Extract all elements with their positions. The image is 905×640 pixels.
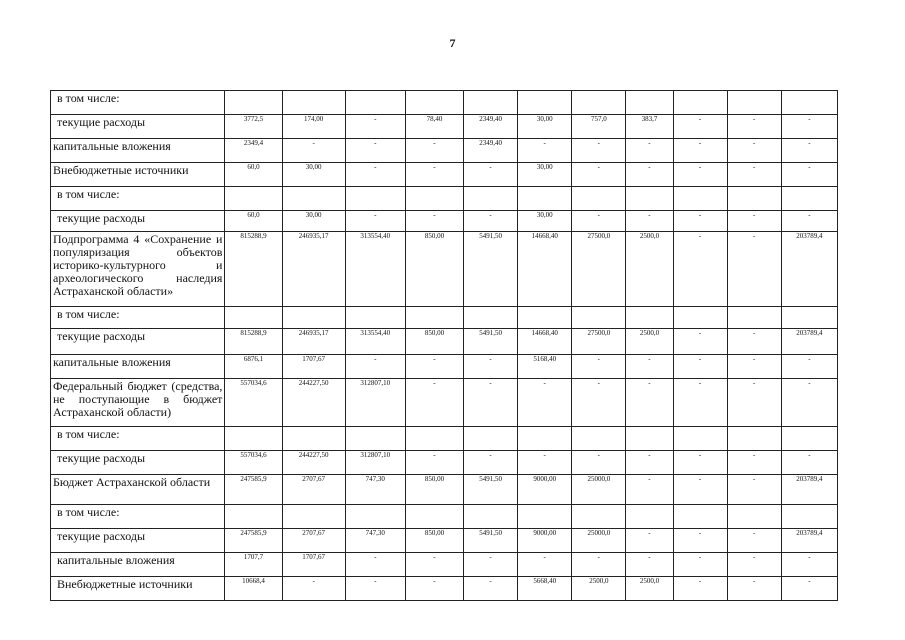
table-cell (405, 187, 463, 211)
table-cell (673, 187, 727, 211)
table-cell: 3772,5 (225, 115, 282, 139)
table-row (51, 139, 838, 163)
row-label: текущие расходы (51, 329, 225, 355)
table-cell: - (781, 355, 837, 379)
table-cell: 2349,40 (464, 139, 518, 163)
row-label: текущие расходы (51, 451, 225, 475)
table-cell: 78,40 (405, 115, 463, 139)
table-cell: - (673, 451, 727, 475)
table-row (51, 553, 838, 577)
table-cell: 27500,0 (572, 232, 626, 307)
table-cell: - (518, 379, 572, 427)
table-cell (626, 91, 673, 115)
table-cell (781, 91, 837, 115)
table-cell: 30,00 (282, 211, 345, 232)
table-cell: - (673, 232, 727, 307)
table-cell (518, 307, 572, 329)
table-cell: 30,00 (282, 163, 345, 187)
table-cell (673, 427, 727, 451)
table-cell (572, 91, 626, 115)
table-cell: - (626, 475, 673, 505)
table-row (51, 451, 838, 475)
table-cell: 60,0 (225, 163, 282, 187)
table-cell (405, 91, 463, 115)
table-cell: - (781, 115, 837, 139)
table-row (51, 163, 838, 187)
table-cell: 1707,67 (282, 553, 345, 577)
table-cell: 244227,50 (282, 451, 345, 475)
table-cell: - (781, 211, 837, 232)
table-cell (727, 505, 781, 529)
row-label: в том числе: (51, 307, 225, 329)
table-cell: 850,00 (405, 329, 463, 355)
table-cell (626, 307, 673, 329)
table-cell (518, 505, 572, 529)
table-cell (518, 91, 572, 115)
table-row (51, 427, 838, 451)
table-cell: - (464, 553, 518, 577)
table-row (51, 232, 838, 307)
table-cell: - (345, 115, 405, 139)
table-cell (225, 187, 282, 211)
table-cell: - (518, 451, 572, 475)
table-cell: 246935,17 (282, 329, 345, 355)
table-cell (464, 505, 518, 529)
table-row (51, 577, 838, 601)
table-cell (518, 187, 572, 211)
table-cell: 25000,0 (572, 475, 626, 505)
table-cell: 313554,40 (345, 232, 405, 307)
table-cell (572, 307, 626, 329)
table-row (51, 187, 838, 211)
table-cell: 60,0 (225, 211, 282, 232)
table-cell: - (727, 232, 781, 307)
table-cell: - (518, 553, 572, 577)
table-cell: 850,00 (405, 475, 463, 505)
table-row (51, 505, 838, 529)
table-cell: 312807,10 (345, 379, 405, 427)
table-cell: - (673, 577, 727, 601)
table-cell (405, 307, 463, 329)
table-cell: 313554,40 (345, 329, 405, 355)
table-row (51, 329, 838, 355)
table-cell: - (572, 163, 626, 187)
table-cell (572, 187, 626, 211)
row-label: капитальные вложения (51, 139, 225, 163)
table-cell: - (572, 355, 626, 379)
table-cell (781, 187, 837, 211)
table-cell (626, 505, 673, 529)
table-cell (225, 505, 282, 529)
table-row (51, 307, 838, 329)
table-cell: - (464, 379, 518, 427)
table-cell (673, 505, 727, 529)
table-cell: 5491,50 (464, 329, 518, 355)
row-label: текущие расходы (51, 211, 225, 232)
table-cell (626, 427, 673, 451)
table-cell: 203789,4 (781, 329, 837, 355)
table-cell (727, 187, 781, 211)
table-cell: - (405, 139, 463, 163)
table-cell: - (626, 211, 673, 232)
table-cell: 747,30 (345, 475, 405, 505)
table-cell: 5668,40 (518, 577, 572, 601)
table-cell: 30,00 (518, 163, 572, 187)
table-cell: 815288,9 (225, 329, 282, 355)
table-cell: - (282, 577, 345, 601)
table-cell: - (345, 163, 405, 187)
table-cell (464, 187, 518, 211)
table-cell: 9000,00 (518, 475, 572, 505)
table-cell (282, 91, 345, 115)
table-cell (626, 187, 673, 211)
table-row (51, 379, 838, 427)
table-cell (464, 307, 518, 329)
table-cell: 2707,67 (282, 475, 345, 505)
table-cell: - (727, 451, 781, 475)
row-label: Внебюджетные источники (51, 577, 225, 601)
table-cell: - (781, 139, 837, 163)
table-cell: 203789,4 (781, 529, 837, 553)
table-cell: 2707,67 (282, 529, 345, 553)
table-cell: 25000,0 (572, 529, 626, 553)
table-cell: - (727, 355, 781, 379)
table-cell: 557034,6 (225, 451, 282, 475)
table-cell (345, 427, 405, 451)
table-cell (572, 505, 626, 529)
table-cell: - (727, 139, 781, 163)
row-label: в том числе: (51, 427, 225, 451)
table-cell: - (727, 577, 781, 601)
table-cell: - (282, 139, 345, 163)
table-cell (282, 187, 345, 211)
table-cell (225, 91, 282, 115)
table-cell: - (345, 211, 405, 232)
table-cell: - (781, 577, 837, 601)
table-cell (464, 91, 518, 115)
table-cell: - (626, 139, 673, 163)
table-cell: 30,00 (518, 115, 572, 139)
table-cell: 312807,10 (345, 451, 405, 475)
table-cell (572, 427, 626, 451)
table-cell: - (673, 529, 727, 553)
table-cell (225, 307, 282, 329)
table-cell: - (345, 553, 405, 577)
table-cell: - (781, 451, 837, 475)
table-cell: - (673, 211, 727, 232)
table-row (51, 355, 838, 379)
table-cell: - (727, 379, 781, 427)
table-row (51, 115, 838, 139)
table-cell: 815288,9 (225, 232, 282, 307)
table-cell: 27500,0 (572, 329, 626, 355)
row-label: Подпрограмма 4 «Сохранение и популяризация объектов историко-культурного и археологического наследия Астраханской области» (51, 232, 225, 307)
table-cell: - (464, 211, 518, 232)
table-cell: - (727, 329, 781, 355)
row-label: в том числе: (51, 91, 225, 115)
table-cell: 757,0 (572, 115, 626, 139)
table-cell: - (572, 211, 626, 232)
row-label: Бюджет Астраханской области (51, 475, 225, 505)
table-cell: - (572, 379, 626, 427)
table-cell: 9000,00 (518, 529, 572, 553)
table-cell: 557034,6 (225, 379, 282, 427)
table-cell (518, 427, 572, 451)
table-body (51, 91, 838, 601)
table-cell: - (572, 451, 626, 475)
table-cell (345, 91, 405, 115)
table-cell: - (727, 211, 781, 232)
table-cell (727, 427, 781, 451)
table-cell: - (518, 139, 572, 163)
table-cell: - (405, 355, 463, 379)
table-cell: 1707,67 (282, 355, 345, 379)
table-cell: - (405, 577, 463, 601)
page-number: 7 (449, 36, 456, 50)
table-cell: 2349,40 (464, 115, 518, 139)
table-cell: 5491,50 (464, 232, 518, 307)
table-cell: 5491,50 (464, 529, 518, 553)
table-cell: - (405, 211, 463, 232)
table-cell: 5491,50 (464, 475, 518, 505)
table-cell: - (626, 529, 673, 553)
table-cell (345, 187, 405, 211)
table-cell: 1707,7 (225, 553, 282, 577)
table-cell: - (727, 163, 781, 187)
row-label: текущие расходы (51, 529, 225, 553)
table-cell (282, 505, 345, 529)
table-cell: - (781, 553, 837, 577)
table-cell: - (727, 115, 781, 139)
table-cell: 203789,4 (781, 475, 837, 505)
table-cell: 2349,4 (225, 139, 282, 163)
row-label: в том числе: (51, 187, 225, 211)
table-cell: 246935,17 (282, 232, 345, 307)
table-cell: 247585,9 (225, 475, 282, 505)
table-cell: 247585,9 (225, 529, 282, 553)
table-cell: 850,00 (405, 232, 463, 307)
table-cell: 5168,40 (518, 355, 572, 379)
table-row (51, 529, 838, 553)
table-cell: - (727, 529, 781, 553)
table-cell (345, 307, 405, 329)
table-row (51, 211, 838, 232)
row-label: капитальные вложения (51, 355, 225, 379)
table-cell: - (626, 451, 673, 475)
table-cell: 6876,1 (225, 355, 282, 379)
table-cell: 10668,4 (225, 577, 282, 601)
row-label: капитальные вложения (51, 553, 225, 577)
table-cell: - (405, 553, 463, 577)
table-cell (673, 307, 727, 329)
table-cell: - (626, 355, 673, 379)
table-cell: - (781, 379, 837, 427)
table-cell: 2500,0 (626, 232, 673, 307)
table-cell: 14668,40 (518, 232, 572, 307)
table-cell: - (405, 163, 463, 187)
table-cell: - (673, 553, 727, 577)
table-cell: 850,00 (405, 529, 463, 553)
table-cell: - (673, 355, 727, 379)
table-cell: - (345, 355, 405, 379)
table-cell: - (405, 379, 463, 427)
table-cell: - (345, 577, 405, 601)
table-cell: - (673, 139, 727, 163)
table-cell: - (405, 451, 463, 475)
table-cell: - (626, 379, 673, 427)
table-cell (781, 427, 837, 451)
table-cell: - (673, 163, 727, 187)
table-cell: - (464, 355, 518, 379)
table-cell (405, 427, 463, 451)
table-cell (727, 307, 781, 329)
table-cell: - (673, 115, 727, 139)
table-cell: 174,00 (282, 115, 345, 139)
table-cell: 2500,0 (572, 577, 626, 601)
table-cell: - (626, 163, 673, 187)
table-cell: 203789,4 (781, 232, 837, 307)
table-cell: 383,7 (626, 115, 673, 139)
table-cell: 747,30 (345, 529, 405, 553)
budget-table (50, 90, 838, 601)
table-cell: - (464, 163, 518, 187)
table-cell (673, 91, 727, 115)
table-cell: - (781, 163, 837, 187)
table-cell: 244227,50 (282, 379, 345, 427)
table-cell (225, 427, 282, 451)
row-label: в том числе: (51, 505, 225, 529)
table-cell: 2500,0 (626, 329, 673, 355)
table-cell: 14668,40 (518, 329, 572, 355)
table-cell (781, 505, 837, 529)
row-label: текущие расходы (51, 115, 225, 139)
table-cell: - (727, 475, 781, 505)
row-label: Внебюджетные источники (51, 163, 225, 187)
row-label: Федеральный бюджет (средства, не поступающие в бюджет Астраханской области) (51, 379, 225, 427)
table-cell: - (464, 451, 518, 475)
table-cell: - (345, 139, 405, 163)
table-cell: - (727, 553, 781, 577)
table-cell: - (572, 139, 626, 163)
table-cell: 2500,0 (626, 577, 673, 601)
table-cell: - (673, 379, 727, 427)
table-row (51, 91, 838, 115)
table-cell (727, 91, 781, 115)
table-cell (405, 505, 463, 529)
table-cell: - (673, 475, 727, 505)
table-cell (282, 427, 345, 451)
table-cell (282, 307, 345, 329)
table-cell: - (464, 577, 518, 601)
table-cell (464, 427, 518, 451)
table-row (51, 475, 838, 505)
table-cell: - (572, 553, 626, 577)
table-cell (781, 307, 837, 329)
table-cell: - (673, 329, 727, 355)
table-cell (345, 505, 405, 529)
table-cell: - (626, 553, 673, 577)
table-cell: 30,00 (518, 211, 572, 232)
